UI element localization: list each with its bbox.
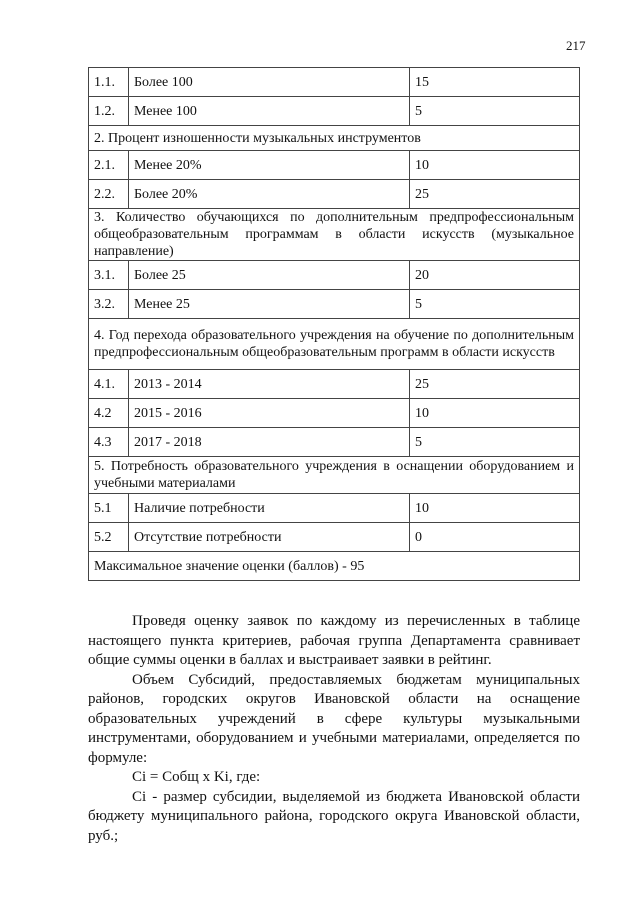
section-title: 5. Потребность образовательного учреждения в оснащении оборудованием и учебными материалами: [89, 457, 580, 494]
item-score: 10: [410, 494, 580, 523]
criteria-table: [88, 67, 580, 581]
item-score: 15: [410, 68, 580, 97]
section-header-row: [89, 457, 580, 494]
table-row: [89, 290, 580, 319]
item-label: Менее 20%: [129, 151, 410, 180]
section-title: 3. Количество обучающихся по дополнительным предпрофессиональным общеобразовательным программам в области искусств (музыкальное направление): [89, 209, 580, 261]
body-text: [88, 612, 580, 846]
item-score: 20: [410, 261, 580, 290]
item-number: 2.1.: [89, 151, 129, 180]
max-score-label: Максимальное значение оценки (баллов) - 95: [89, 552, 580, 581]
item-number: 1.2.: [89, 97, 129, 126]
item-number: 5.1: [89, 494, 129, 523]
item-score: 0: [410, 523, 580, 552]
item-label: Наличие потребности: [129, 494, 410, 523]
item-label: 2013 - 2014: [129, 370, 410, 399]
section-header-row: [89, 319, 580, 370]
item-number: 3.1.: [89, 261, 129, 290]
item-label: 2017 - 2018: [129, 428, 410, 457]
item-number: 4.2: [89, 399, 129, 428]
table-row: [89, 261, 580, 290]
item-score: 5: [410, 428, 580, 457]
item-score: 10: [410, 399, 580, 428]
table-row: [89, 68, 580, 97]
paragraph: Проведя оценку заявок по каждому из перечисленных в таблице настоящего пункта критериев, рабочая группа Департамента сравнивает общие суммы оценки в баллах и выстраивает заявки в рейтинг.: [88, 613, 580, 668]
item-label: Отсутствие потребности: [129, 523, 410, 552]
item-score: 5: [410, 97, 580, 126]
item-label: Более 100: [129, 68, 410, 97]
formula-line: Ci = Cобщ x Ki, где:: [132, 769, 261, 785]
item-number: 3.2.: [89, 290, 129, 319]
table-row: [89, 97, 580, 126]
item-label: Менее 100: [129, 97, 410, 126]
page-number: 217: [566, 38, 586, 53]
item-label: Более 25: [129, 261, 410, 290]
item-number: 2.2.: [89, 180, 129, 209]
table-row: [89, 494, 580, 523]
item-score: 10: [410, 151, 580, 180]
table-row: [89, 370, 580, 399]
table-row: [89, 523, 580, 552]
item-score: 25: [410, 370, 580, 399]
table-row: [89, 428, 580, 457]
section-title: 2. Процент изношенности музыкальных инструментов: [89, 126, 580, 151]
paragraph: Ci - размер субсидии, выделяемой из бюджета Ивановской области бюджету муниципального района, городского округа Ивановской области, руб.;: [88, 788, 580, 844]
paragraph: Объем Субсидий, предоставляемых бюджетам муниципальных районов, городских округов Ивановской области на оснащение образовательных учреждений в сфере культуры музыкальными инструментами, оборудованием и учебными материалами, определяется по формуле:: [88, 671, 580, 766]
item-score: 25: [410, 180, 580, 209]
section-header-row: [89, 126, 580, 151]
table-row: [89, 151, 580, 180]
table-row: [89, 399, 580, 428]
item-label: Более 20%: [129, 180, 410, 209]
item-number: 4.3: [89, 428, 129, 457]
item-number: 4.1.: [89, 370, 129, 399]
item-number: 5.2: [89, 523, 129, 552]
item-score: 5: [410, 290, 580, 319]
max-score-row: [89, 552, 580, 581]
item-number: 1.1.: [89, 68, 129, 97]
item-label: Менее 25: [129, 290, 410, 319]
section-title: 4. Год перехода образовательного учреждения на обучение по дополнительным предпрофессиональным общеобразовательным программ в области искусств: [89, 319, 580, 370]
section-header-row: [89, 209, 580, 261]
item-label: 2015 - 2016: [129, 399, 410, 428]
table-row: [89, 180, 580, 209]
